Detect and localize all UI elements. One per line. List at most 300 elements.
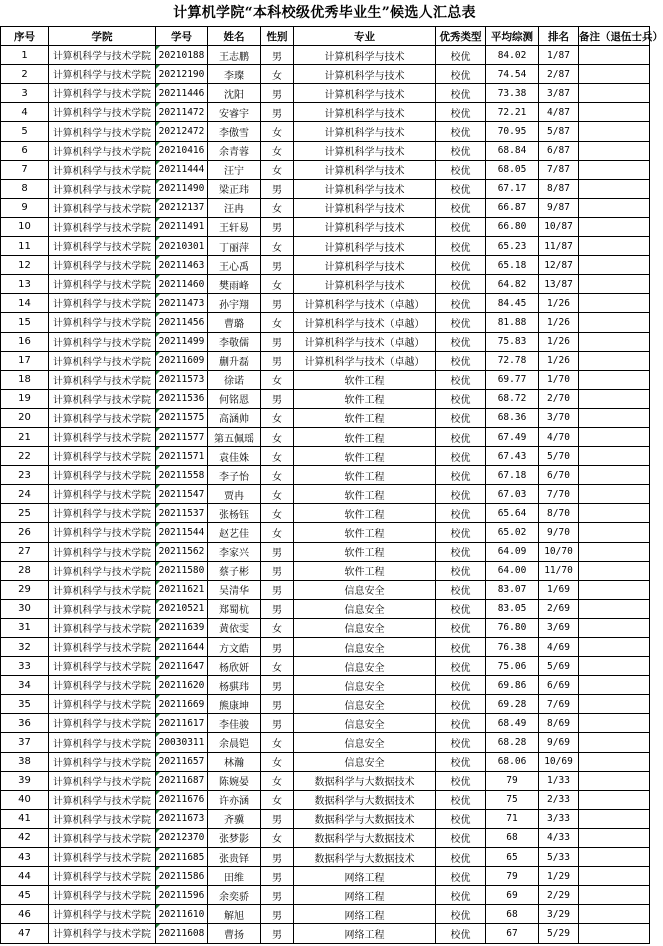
cell-student-id: 20211596 (156, 886, 208, 905)
cell-college: 计算机科学与技术学院 (49, 657, 156, 676)
header-index: 序号 (1, 27, 49, 46)
cell-college: 计算机科学与技术学院 (49, 523, 156, 542)
cell-major: 计算机科学与技术 (294, 217, 436, 236)
cell-award-type: 校优 (436, 542, 486, 561)
cell-college: 计算机科学与技术学院 (49, 618, 156, 637)
table-row (1, 790, 650, 809)
cell-award-type: 校优 (436, 676, 486, 695)
cell-avg-score: 67.03 (486, 485, 539, 504)
table-row (1, 809, 650, 828)
cell-student-id: 20211463 (156, 256, 208, 275)
cell-student-id: 20211444 (156, 160, 208, 179)
cell-rank: 2/70 (539, 389, 579, 408)
cell-note (579, 237, 650, 256)
cell-college: 计算机科学与技术学院 (49, 160, 156, 179)
cell-student-id: 20211621 (156, 580, 208, 599)
cell-avg-score: 64.82 (486, 275, 539, 294)
cell-rank: 1/87 (539, 46, 579, 65)
cell-award-type: 校优 (436, 389, 486, 408)
header-row (1, 27, 650, 46)
cell-name: 吴清华 (208, 580, 261, 599)
cell-gender: 女 (261, 523, 294, 542)
cell-name: 安睿宇 (208, 103, 261, 122)
cell-college: 计算机科学与技术学院 (49, 886, 156, 905)
cell-note (579, 275, 650, 294)
cell-student-id: 20211687 (156, 771, 208, 790)
table-row (1, 427, 650, 446)
cell-note (579, 122, 650, 141)
cell-index: 1 (1, 46, 49, 65)
table-row (1, 84, 650, 103)
cell-gender: 男 (261, 580, 294, 599)
cell-gender: 女 (261, 618, 294, 637)
cell-rank: 7/69 (539, 695, 579, 714)
cell-student-id: 20211644 (156, 638, 208, 657)
table-row (1, 217, 650, 236)
cell-rank: 2/69 (539, 599, 579, 618)
cell-avg-score: 74.54 (486, 65, 539, 84)
header-major: 专业 (294, 27, 436, 46)
cell-note (579, 447, 650, 466)
cell-note (579, 771, 650, 790)
table-row (1, 714, 650, 733)
cell-avg-score: 68.05 (486, 160, 539, 179)
cell-college: 计算机科学与技术学院 (49, 599, 156, 618)
table-row (1, 504, 650, 523)
cell-award-type: 校优 (436, 848, 486, 867)
cell-student-id: 20211446 (156, 84, 208, 103)
cell-student-id: 20211472 (156, 103, 208, 122)
cell-award-type: 校优 (436, 599, 486, 618)
cell-note (579, 714, 650, 733)
cell-avg-score: 76.80 (486, 618, 539, 637)
table-row (1, 141, 650, 160)
cell-avg-score: 75.83 (486, 332, 539, 351)
cell-index: 7 (1, 160, 49, 179)
cell-gender: 男 (261, 256, 294, 275)
cell-student-id: 20211577 (156, 427, 208, 446)
cell-student-id: 20211580 (156, 561, 208, 580)
cell-index: 23 (1, 466, 49, 485)
cell-name: 许亦涵 (208, 790, 261, 809)
cell-gender: 女 (261, 275, 294, 294)
cell-rank: 2/87 (539, 65, 579, 84)
cell-major: 软件工程 (294, 523, 436, 542)
cell-index: 30 (1, 599, 49, 618)
cell-index: 36 (1, 714, 49, 733)
cell-rank: 4/69 (539, 638, 579, 657)
cell-index: 15 (1, 313, 49, 332)
cell-award-type: 校优 (436, 237, 486, 256)
cell-college: 计算机科学与技术学院 (49, 542, 156, 561)
cell-rank: 11/87 (539, 237, 579, 256)
cell-gender: 女 (261, 370, 294, 389)
cell-name: 丁丽萍 (208, 237, 261, 256)
cell-avg-score: 83.07 (486, 580, 539, 599)
table-row (1, 351, 650, 370)
cell-student-id: 20211657 (156, 752, 208, 771)
cell-major: 信息安全 (294, 638, 436, 657)
cell-gender: 男 (261, 542, 294, 561)
cell-major: 数据科学与大数据技术 (294, 771, 436, 790)
cell-avg-score: 67 (486, 924, 539, 943)
cell-note (579, 848, 650, 867)
cell-student-id: 20212190 (156, 65, 208, 84)
cell-award-type: 校优 (436, 84, 486, 103)
table-row (1, 332, 650, 351)
cell-student-id: 20211685 (156, 848, 208, 867)
table-row (1, 848, 650, 867)
cell-gender: 男 (261, 179, 294, 198)
cell-rank: 4/87 (539, 103, 579, 122)
cell-index: 35 (1, 695, 49, 714)
cell-name: 曹璐 (208, 313, 261, 332)
cell-student-id: 20211586 (156, 867, 208, 886)
cell-index: 3 (1, 84, 49, 103)
cell-college: 计算机科学与技术学院 (49, 313, 156, 332)
cell-name: 李璨 (208, 65, 261, 84)
cell-avg-score: 76.38 (486, 638, 539, 657)
cell-note (579, 179, 650, 198)
cell-major: 信息安全 (294, 714, 436, 733)
cell-index: 32 (1, 638, 49, 657)
cell-note (579, 676, 650, 695)
table-row (1, 313, 650, 332)
cell-name: 徐诺 (208, 370, 261, 389)
cell-major: 计算机科学与技术 (294, 84, 436, 103)
cell-rank: 3/87 (539, 84, 579, 103)
cell-avg-score: 84.02 (486, 46, 539, 65)
cell-index: 6 (1, 141, 49, 160)
cell-award-type: 校优 (436, 886, 486, 905)
cell-student-id: 20211460 (156, 275, 208, 294)
cell-student-id: 20210188 (156, 46, 208, 65)
cell-gender: 男 (261, 924, 294, 943)
cell-college: 计算机科学与技术学院 (49, 638, 156, 657)
table-row (1, 294, 650, 313)
cell-note (579, 599, 650, 618)
cell-rank: 10/87 (539, 217, 579, 236)
cell-rank: 5/70 (539, 447, 579, 466)
cell-index: 29 (1, 580, 49, 599)
cell-award-type: 校优 (436, 790, 486, 809)
cell-index: 14 (1, 294, 49, 313)
cell-student-id: 20211473 (156, 294, 208, 313)
cell-rank: 1/29 (539, 867, 579, 886)
cell-note (579, 160, 650, 179)
cell-college: 计算机科学与技术学院 (49, 924, 156, 943)
cell-college: 计算机科学与技术学院 (49, 84, 156, 103)
cell-avg-score: 65.23 (486, 237, 539, 256)
cell-rank: 3/70 (539, 408, 579, 427)
cell-gender: 男 (261, 676, 294, 695)
cell-college: 计算机科学与技术学院 (49, 580, 156, 599)
cell-index: 4 (1, 103, 49, 122)
cell-name: 郑蜀杭 (208, 599, 261, 618)
cell-rank: 8/87 (539, 179, 579, 198)
cell-index: 31 (1, 618, 49, 637)
table-row (1, 198, 650, 217)
table-row (1, 657, 650, 676)
cell-avg-score: 79 (486, 867, 539, 886)
cell-gender: 男 (261, 103, 294, 122)
cell-avg-score: 64.09 (486, 542, 539, 561)
cell-rank: 9/87 (539, 198, 579, 217)
table-row (1, 867, 650, 886)
cell-award-type: 校优 (436, 275, 486, 294)
cell-college: 计算机科学与技术学院 (49, 332, 156, 351)
cell-avg-score: 69.77 (486, 370, 539, 389)
cell-note (579, 313, 650, 332)
cell-award-type: 校优 (436, 160, 486, 179)
cell-avg-score: 83.05 (486, 599, 539, 618)
table-row (1, 771, 650, 790)
cell-student-id: 20211617 (156, 714, 208, 733)
table-row (1, 275, 650, 294)
cell-student-id: 20211491 (156, 217, 208, 236)
cell-rank: 5/33 (539, 848, 579, 867)
cell-gender: 男 (261, 848, 294, 867)
cell-name: 李佳骏 (208, 714, 261, 733)
cell-college: 计算机科学与技术学院 (49, 752, 156, 771)
cell-name: 赵艺佳 (208, 523, 261, 542)
cell-major: 软件工程 (294, 485, 436, 504)
cell-award-type: 校优 (436, 256, 486, 275)
table-row (1, 733, 650, 752)
cell-college: 计算机科学与技术学院 (49, 809, 156, 828)
cell-major: 软件工程 (294, 466, 436, 485)
cell-award-type: 校优 (436, 198, 486, 217)
cell-student-id: 20212370 (156, 828, 208, 847)
cell-note (579, 84, 650, 103)
cell-note (579, 46, 650, 65)
cell-note (579, 618, 650, 637)
cell-name: 王心禹 (208, 256, 261, 275)
cell-index: 28 (1, 561, 49, 580)
cell-major: 网络工程 (294, 867, 436, 886)
cell-note (579, 695, 650, 714)
table-row (1, 599, 650, 618)
cell-name: 李家兴 (208, 542, 261, 561)
cell-award-type: 校优 (436, 561, 486, 580)
cell-award-type: 校优 (436, 65, 486, 84)
cell-award-type: 校优 (436, 867, 486, 886)
cell-note (579, 905, 650, 924)
cell-award-type: 校优 (436, 523, 486, 542)
cell-college: 计算机科学与技术学院 (49, 771, 156, 790)
cell-gender: 女 (261, 313, 294, 332)
cell-award-type: 校优 (436, 447, 486, 466)
cell-college: 计算机科学与技术学院 (49, 237, 156, 256)
cell-rank: 7/87 (539, 160, 579, 179)
header-college: 学院 (49, 27, 156, 46)
cell-name: 梁正玮 (208, 179, 261, 198)
cell-note (579, 752, 650, 771)
cell-college: 计算机科学与技术学院 (49, 828, 156, 847)
cell-index: 41 (1, 809, 49, 828)
cell-major: 软件工程 (294, 447, 436, 466)
cell-gender: 男 (261, 84, 294, 103)
cell-avg-score: 68.36 (486, 408, 539, 427)
cell-rank: 8/69 (539, 714, 579, 733)
candidates-table (0, 26, 663, 944)
cell-index: 12 (1, 256, 49, 275)
cell-major: 信息安全 (294, 580, 436, 599)
cell-index: 26 (1, 523, 49, 542)
cell-note (579, 256, 650, 275)
cell-rank: 3/33 (539, 809, 579, 828)
table-row (1, 447, 650, 466)
cell-rank: 5/87 (539, 122, 579, 141)
cell-gender: 女 (261, 828, 294, 847)
cell-name: 蔡子彬 (208, 561, 261, 580)
cell-college: 计算机科学与技术学院 (49, 370, 156, 389)
cell-note (579, 332, 650, 351)
cell-student-id: 20211647 (156, 657, 208, 676)
cell-avg-score: 67.17 (486, 179, 539, 198)
cell-index: 39 (1, 771, 49, 790)
cell-avg-score: 67.43 (486, 447, 539, 466)
cell-gender: 女 (261, 65, 294, 84)
cell-index: 20 (1, 408, 49, 427)
cell-rank: 9/69 (539, 733, 579, 752)
cell-student-id: 20030311 (156, 733, 208, 752)
cell-gender: 男 (261, 294, 294, 313)
cell-major: 信息安全 (294, 752, 436, 771)
cell-college: 计算机科学与技术学院 (49, 103, 156, 122)
cell-award-type: 校优 (436, 370, 486, 389)
cell-gender: 男 (261, 217, 294, 236)
cell-index: 18 (1, 370, 49, 389)
cell-index: 25 (1, 504, 49, 523)
cell-award-type: 校优 (436, 771, 486, 790)
cell-name: 樊雨峰 (208, 275, 261, 294)
cell-index: 43 (1, 848, 49, 867)
cell-major: 计算机科学与技术 (294, 179, 436, 198)
table-row (1, 695, 650, 714)
cell-award-type: 校优 (436, 332, 486, 351)
cell-name: 何铭恩 (208, 389, 261, 408)
cell-avg-score: 69.86 (486, 676, 539, 695)
cell-index: 13 (1, 275, 49, 294)
cell-name: 杨欣妍 (208, 657, 261, 676)
cell-student-id: 20212472 (156, 122, 208, 141)
cell-major: 数据科学与大数据技术 (294, 790, 436, 809)
table-row (1, 638, 650, 657)
table-row (1, 466, 650, 485)
cell-gender: 女 (261, 733, 294, 752)
cell-student-id: 20211562 (156, 542, 208, 561)
cell-rank: 4/70 (539, 427, 579, 446)
cell-index: 47 (1, 924, 49, 943)
cell-note (579, 580, 650, 599)
cell-gender: 女 (261, 657, 294, 676)
cell-college: 计算机科学与技术学院 (49, 408, 156, 427)
cell-major: 软件工程 (294, 389, 436, 408)
cell-avg-score: 66.87 (486, 198, 539, 217)
cell-gender: 女 (261, 504, 294, 523)
table-row (1, 160, 650, 179)
cell-avg-score: 72.21 (486, 103, 539, 122)
table-row (1, 237, 650, 256)
cell-college: 计算机科学与技术学院 (49, 695, 156, 714)
header-gender: 性别 (261, 27, 294, 46)
table-row (1, 179, 650, 198)
cell-name: 曹扬 (208, 924, 261, 943)
cell-major: 计算机科学与技术（卓越） (294, 313, 436, 332)
cell-gender: 女 (261, 408, 294, 427)
cell-student-id: 20210521 (156, 599, 208, 618)
cell-gender: 女 (261, 141, 294, 160)
cell-note (579, 408, 650, 427)
table-row (1, 561, 650, 580)
cell-rank: 5/29 (539, 924, 579, 943)
cell-award-type: 校优 (436, 466, 486, 485)
cell-major: 计算机科学与技术 (294, 103, 436, 122)
cell-index: 11 (1, 237, 49, 256)
cell-rank: 1/26 (539, 332, 579, 351)
cell-college: 计算机科学与技术学院 (49, 905, 156, 924)
cell-avg-score: 84.45 (486, 294, 539, 313)
cell-rank: 1/26 (539, 351, 579, 370)
cell-name: 高涵帅 (208, 408, 261, 427)
cell-note (579, 198, 650, 217)
cell-name: 李子怡 (208, 466, 261, 485)
cell-gender: 女 (261, 447, 294, 466)
cell-name: 余晨铠 (208, 733, 261, 752)
cell-rank: 8/70 (539, 504, 579, 523)
cell-college: 计算机科学与技术学院 (49, 217, 156, 236)
cell-name: 蒯升磊 (208, 351, 261, 370)
header-student-id: 学号 (156, 27, 208, 46)
cell-gender: 女 (261, 485, 294, 504)
cell-college: 计算机科学与技术学院 (49, 790, 156, 809)
cell-note (579, 924, 650, 943)
cell-award-type: 校优 (436, 580, 486, 599)
cell-gender: 男 (261, 332, 294, 351)
cell-major: 数据科学与大数据技术 (294, 848, 436, 867)
cell-major: 计算机科学与技术（卓越） (294, 351, 436, 370)
cell-major: 计算机科学与技术 (294, 122, 436, 141)
cell-avg-score: 71 (486, 809, 539, 828)
cell-name: 林瀚 (208, 752, 261, 771)
cell-college: 计算机科学与技术学院 (49, 256, 156, 275)
cell-student-id: 20211499 (156, 332, 208, 351)
cell-gender: 男 (261, 638, 294, 657)
cell-gender: 女 (261, 198, 294, 217)
header-avg-score: 平均综测 (486, 27, 539, 46)
cell-note (579, 809, 650, 828)
cell-name: 袁佳姝 (208, 447, 261, 466)
cell-index: 17 (1, 351, 49, 370)
cell-college: 计算机科学与技术学院 (49, 466, 156, 485)
cell-major: 计算机科学与技术（卓越） (294, 294, 436, 313)
cell-avg-score: 68 (486, 828, 539, 847)
cell-index: 9 (1, 198, 49, 217)
cell-award-type: 校优 (436, 103, 486, 122)
cell-gender: 男 (261, 905, 294, 924)
cell-award-type: 校优 (436, 485, 486, 504)
cell-award-type: 校优 (436, 809, 486, 828)
cell-student-id: 20211536 (156, 389, 208, 408)
cell-student-id: 20211573 (156, 370, 208, 389)
cell-student-id: 20211610 (156, 905, 208, 924)
cell-gender: 女 (261, 466, 294, 485)
cell-note (579, 141, 650, 160)
cell-index: 38 (1, 752, 49, 771)
cell-note (579, 370, 650, 389)
cell-major: 计算机科学与技术 (294, 256, 436, 275)
